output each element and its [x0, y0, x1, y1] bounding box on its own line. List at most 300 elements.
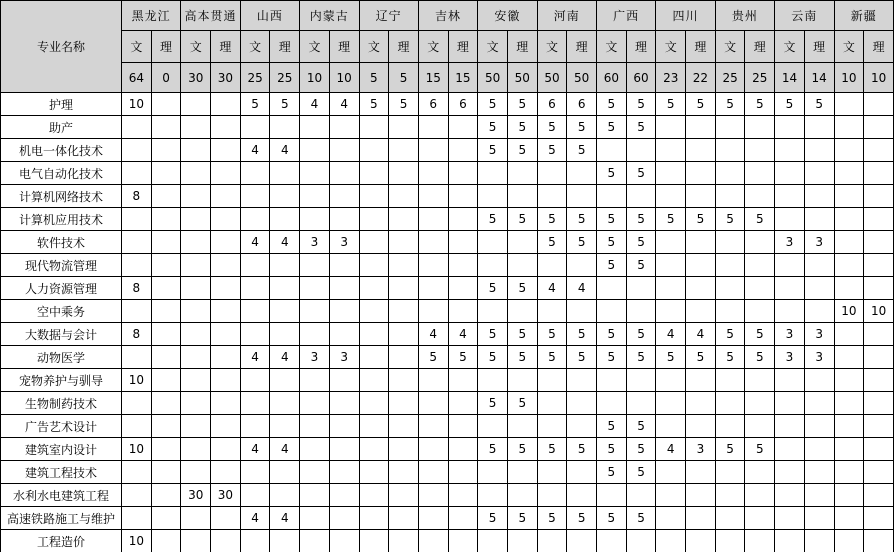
value-cell — [478, 254, 508, 277]
quota-cell: 25 — [240, 63, 270, 93]
value-cell — [359, 139, 389, 162]
value-cell: 5 — [478, 392, 508, 415]
value-cell — [656, 415, 686, 438]
value-cell — [567, 461, 597, 484]
value-cell: 5 — [626, 461, 656, 484]
value-cell — [418, 369, 448, 392]
value-cell — [834, 208, 864, 231]
table-row — [1, 93, 894, 116]
value-cell — [151, 277, 181, 300]
track-header-wen: 文 — [715, 31, 745, 63]
value-cell: 8 — [122, 323, 152, 346]
value-cell — [715, 461, 745, 484]
value-cell — [775, 530, 805, 552]
value-cell: 3 — [804, 231, 834, 254]
table-row — [1, 277, 894, 300]
value-cell — [537, 392, 567, 415]
value-cell — [567, 162, 597, 185]
major-name-cell: 广告艺术设计 — [1, 415, 122, 438]
value-cell — [864, 484, 894, 507]
value-cell: 4 — [270, 139, 300, 162]
value-cell — [537, 300, 567, 323]
value-cell — [715, 254, 745, 277]
value-cell: 5 — [478, 507, 508, 530]
value-cell: 5 — [478, 277, 508, 300]
value-cell: 4 — [270, 438, 300, 461]
track-header-li: 理 — [686, 31, 716, 63]
value-cell — [240, 162, 270, 185]
value-cell — [151, 162, 181, 185]
value-cell — [418, 254, 448, 277]
value-cell — [656, 300, 686, 323]
value-cell: 5 — [567, 507, 597, 530]
value-cell — [389, 369, 419, 392]
value-cell — [270, 116, 300, 139]
value-cell: 5 — [745, 208, 775, 231]
value-cell — [775, 461, 805, 484]
value-cell — [151, 323, 181, 346]
value-cell — [359, 185, 389, 208]
track-header-li: 理 — [864, 31, 894, 63]
value-cell — [775, 254, 805, 277]
value-cell — [745, 300, 775, 323]
value-cell — [329, 484, 359, 507]
quota-cell: 15 — [448, 63, 478, 93]
value-cell — [656, 461, 686, 484]
value-cell — [240, 369, 270, 392]
value-cell — [389, 507, 419, 530]
value-cell — [507, 415, 537, 438]
value-cell — [211, 369, 241, 392]
value-cell: 5 — [567, 346, 597, 369]
value-cell — [240, 461, 270, 484]
value-cell — [300, 415, 330, 438]
province-header-3: 内蒙古 — [300, 1, 359, 31]
value-cell — [745, 254, 775, 277]
value-cell — [359, 369, 389, 392]
value-cell — [864, 139, 894, 162]
track-header-li: 理 — [389, 31, 419, 63]
value-cell — [478, 185, 508, 208]
value-cell — [804, 461, 834, 484]
value-cell — [359, 300, 389, 323]
track-header-li: 理 — [567, 31, 597, 63]
value-cell: 5 — [537, 231, 567, 254]
province-header-8: 广西 — [597, 1, 656, 31]
table-row — [1, 484, 894, 507]
track-header-li: 理 — [329, 31, 359, 63]
value-cell — [181, 231, 211, 254]
value-cell — [300, 277, 330, 300]
value-cell — [715, 162, 745, 185]
value-cell: 4 — [329, 93, 359, 116]
value-cell — [151, 392, 181, 415]
value-cell: 5 — [775, 93, 805, 116]
value-cell — [151, 93, 181, 116]
value-cell — [597, 185, 627, 208]
value-cell — [329, 116, 359, 139]
track-header-li: 理 — [804, 31, 834, 63]
major-name-cell: 软件技术 — [1, 231, 122, 254]
value-cell — [211, 461, 241, 484]
value-cell — [300, 484, 330, 507]
value-cell — [567, 300, 597, 323]
value-cell — [418, 530, 448, 552]
quota-cell: 30 — [211, 63, 241, 93]
value-cell: 3 — [329, 231, 359, 254]
value-cell: 5 — [478, 346, 508, 369]
province-header-1: 高本贯通 — [181, 1, 240, 31]
value-cell: 5 — [715, 93, 745, 116]
value-cell — [359, 346, 389, 369]
value-cell — [448, 139, 478, 162]
quota-cell: 64 — [122, 63, 152, 93]
value-cell — [507, 461, 537, 484]
value-cell: 30 — [211, 484, 241, 507]
province-header-5: 吉林 — [418, 1, 477, 31]
value-cell — [211, 438, 241, 461]
value-cell — [122, 254, 152, 277]
value-cell — [151, 116, 181, 139]
value-cell: 5 — [597, 461, 627, 484]
value-cell: 4 — [448, 323, 478, 346]
value-cell — [329, 392, 359, 415]
value-cell — [270, 254, 300, 277]
value-cell — [834, 116, 864, 139]
value-cell: 5 — [597, 507, 627, 530]
value-cell: 5 — [626, 415, 656, 438]
value-cell — [270, 300, 300, 323]
value-cell — [181, 300, 211, 323]
value-cell: 5 — [567, 438, 597, 461]
value-cell — [834, 438, 864, 461]
value-cell: 5 — [567, 139, 597, 162]
value-cell — [745, 507, 775, 530]
value-cell — [211, 392, 241, 415]
value-cell — [864, 346, 894, 369]
value-cell — [478, 530, 508, 552]
value-cell — [181, 185, 211, 208]
value-cell — [804, 254, 834, 277]
major-name-cell: 计算机应用技术 — [1, 208, 122, 231]
value-cell — [626, 530, 656, 552]
value-cell: 5 — [478, 438, 508, 461]
major-name-cell: 高速铁路施工与维护 — [1, 507, 122, 530]
quota-cell: 50 — [567, 63, 597, 93]
value-cell: 3 — [329, 346, 359, 369]
value-cell — [300, 300, 330, 323]
value-cell: 5 — [626, 116, 656, 139]
value-cell — [211, 231, 241, 254]
value-cell — [359, 392, 389, 415]
value-cell — [804, 277, 834, 300]
value-cell — [686, 162, 716, 185]
value-cell — [240, 484, 270, 507]
value-cell — [359, 484, 389, 507]
quota-cell: 10 — [300, 63, 330, 93]
value-cell — [864, 415, 894, 438]
value-cell: 5 — [656, 208, 686, 231]
value-cell — [300, 507, 330, 530]
value-cell — [389, 162, 419, 185]
value-cell — [389, 277, 419, 300]
value-cell: 5 — [597, 438, 627, 461]
value-cell — [300, 254, 330, 277]
value-cell: 4 — [537, 277, 567, 300]
value-cell — [122, 484, 152, 507]
major-name-cell: 计算机网络技术 — [1, 185, 122, 208]
value-cell — [656, 231, 686, 254]
value-cell — [418, 277, 448, 300]
value-cell — [834, 93, 864, 116]
value-cell — [864, 231, 894, 254]
value-cell: 5 — [537, 116, 567, 139]
track-header-wen: 文 — [359, 31, 389, 63]
value-cell: 5 — [537, 208, 567, 231]
value-cell — [478, 415, 508, 438]
value-cell: 5 — [626, 346, 656, 369]
value-cell — [864, 116, 894, 139]
value-cell — [448, 484, 478, 507]
value-cell — [389, 530, 419, 552]
track-header-li: 理 — [507, 31, 537, 63]
quota-cell: 50 — [507, 63, 537, 93]
value-cell — [329, 461, 359, 484]
value-cell — [686, 277, 716, 300]
major-name-cell: 建筑工程技术 — [1, 461, 122, 484]
value-cell — [448, 415, 478, 438]
track-header-wen: 文 — [537, 31, 567, 63]
value-cell — [211, 346, 241, 369]
track-header-li: 理 — [626, 31, 656, 63]
value-cell: 8 — [122, 277, 152, 300]
value-cell — [329, 300, 359, 323]
value-cell — [507, 254, 537, 277]
value-cell — [804, 162, 834, 185]
value-cell — [448, 461, 478, 484]
value-cell — [686, 254, 716, 277]
value-cell — [270, 484, 300, 507]
value-cell — [240, 415, 270, 438]
value-cell — [507, 162, 537, 185]
value-cell — [122, 231, 152, 254]
major-name-cell: 动物医学 — [1, 346, 122, 369]
value-cell — [597, 392, 627, 415]
value-cell: 5 — [537, 323, 567, 346]
major-name-cell: 生物制药技术 — [1, 392, 122, 415]
value-cell — [656, 162, 686, 185]
value-cell — [300, 438, 330, 461]
value-cell — [715, 484, 745, 507]
value-cell: 5 — [686, 93, 716, 116]
value-cell — [834, 461, 864, 484]
value-cell — [211, 93, 241, 116]
value-cell: 5 — [507, 438, 537, 461]
value-cell — [834, 530, 864, 552]
track-header-wen: 文 — [775, 31, 805, 63]
value-cell: 5 — [745, 323, 775, 346]
value-cell — [715, 415, 745, 438]
value-cell — [329, 277, 359, 300]
table-header — [1, 1, 894, 93]
value-cell — [864, 277, 894, 300]
value-cell — [864, 530, 894, 552]
value-cell — [181, 369, 211, 392]
value-cell — [864, 369, 894, 392]
value-cell — [597, 139, 627, 162]
value-cell — [715, 369, 745, 392]
value-cell — [745, 116, 775, 139]
value-cell: 5 — [567, 116, 597, 139]
value-cell — [181, 346, 211, 369]
value-cell — [151, 507, 181, 530]
value-cell — [478, 231, 508, 254]
value-cell: 5 — [626, 438, 656, 461]
value-cell — [864, 208, 894, 231]
value-cell — [686, 530, 716, 552]
value-cell — [864, 93, 894, 116]
track-header-wen: 文 — [656, 31, 686, 63]
value-cell — [745, 530, 775, 552]
value-cell — [151, 530, 181, 552]
value-cell — [715, 231, 745, 254]
value-cell — [775, 162, 805, 185]
value-cell: 5 — [597, 254, 627, 277]
value-cell — [270, 461, 300, 484]
value-cell: 3 — [300, 231, 330, 254]
table-row — [1, 208, 894, 231]
value-cell — [537, 162, 567, 185]
value-cell — [211, 162, 241, 185]
province-header-11: 云南 — [775, 1, 834, 31]
value-cell — [804, 438, 834, 461]
value-cell — [715, 392, 745, 415]
value-cell — [359, 461, 389, 484]
value-cell — [181, 461, 211, 484]
value-cell: 3 — [300, 346, 330, 369]
value-cell — [329, 139, 359, 162]
value-cell — [359, 162, 389, 185]
value-cell — [745, 369, 775, 392]
value-cell — [240, 530, 270, 552]
value-cell — [418, 507, 448, 530]
value-cell — [329, 185, 359, 208]
value-cell — [151, 231, 181, 254]
value-cell — [864, 507, 894, 530]
track-header-wen: 文 — [478, 31, 508, 63]
quota-cell: 10 — [834, 63, 864, 93]
table-row — [1, 139, 894, 162]
value-cell — [448, 231, 478, 254]
value-cell — [181, 139, 211, 162]
value-cell — [329, 162, 359, 185]
value-cell — [775, 116, 805, 139]
value-cell — [567, 185, 597, 208]
value-cell: 5 — [478, 139, 508, 162]
value-cell: 6 — [567, 93, 597, 116]
value-cell — [270, 392, 300, 415]
value-cell — [656, 369, 686, 392]
value-cell: 5 — [507, 116, 537, 139]
value-cell — [181, 392, 211, 415]
table-row — [1, 254, 894, 277]
track-header-li: 理 — [211, 31, 241, 63]
quota-cell: 25 — [270, 63, 300, 93]
value-cell — [329, 254, 359, 277]
value-cell — [151, 438, 181, 461]
value-cell — [656, 277, 686, 300]
value-cell — [418, 484, 448, 507]
value-cell — [775, 185, 805, 208]
value-cell — [181, 208, 211, 231]
value-cell: 4 — [686, 323, 716, 346]
value-cell — [151, 139, 181, 162]
value-cell — [389, 415, 419, 438]
value-cell — [359, 415, 389, 438]
province-header-2: 山西 — [240, 1, 299, 31]
value-cell — [448, 116, 478, 139]
value-cell — [864, 461, 894, 484]
value-cell — [745, 415, 775, 438]
value-cell — [418, 116, 448, 139]
value-cell — [804, 116, 834, 139]
value-cell — [240, 323, 270, 346]
value-cell — [715, 530, 745, 552]
value-cell — [478, 300, 508, 323]
value-cell — [686, 415, 716, 438]
value-cell — [478, 484, 508, 507]
value-cell — [329, 438, 359, 461]
value-cell — [389, 254, 419, 277]
value-cell — [567, 484, 597, 507]
value-cell — [181, 530, 211, 552]
value-cell — [448, 507, 478, 530]
value-cell — [270, 277, 300, 300]
value-cell: 4 — [418, 323, 448, 346]
value-cell — [864, 438, 894, 461]
value-cell — [775, 507, 805, 530]
value-cell — [329, 323, 359, 346]
value-cell: 5 — [567, 208, 597, 231]
value-cell — [537, 530, 567, 552]
major-name-cell: 大数据与会计 — [1, 323, 122, 346]
value-cell — [656, 254, 686, 277]
table-row — [1, 323, 894, 346]
value-cell — [211, 185, 241, 208]
value-cell: 5 — [478, 208, 508, 231]
major-name-cell: 人力资源管理 — [1, 277, 122, 300]
value-cell: 3 — [804, 323, 834, 346]
value-cell — [775, 438, 805, 461]
track-header-wen: 文 — [240, 31, 270, 63]
value-cell — [211, 277, 241, 300]
value-cell: 5 — [507, 323, 537, 346]
value-cell — [151, 461, 181, 484]
value-cell: 5 — [537, 507, 567, 530]
value-cell: 5 — [656, 346, 686, 369]
value-cell — [211, 116, 241, 139]
value-cell: 5 — [418, 346, 448, 369]
value-cell — [359, 254, 389, 277]
value-cell: 5 — [507, 507, 537, 530]
value-cell — [775, 415, 805, 438]
value-cell — [122, 507, 152, 530]
value-cell — [745, 461, 775, 484]
value-cell — [300, 162, 330, 185]
quota-cell: 50 — [537, 63, 567, 93]
value-cell: 5 — [567, 323, 597, 346]
value-cell — [626, 139, 656, 162]
